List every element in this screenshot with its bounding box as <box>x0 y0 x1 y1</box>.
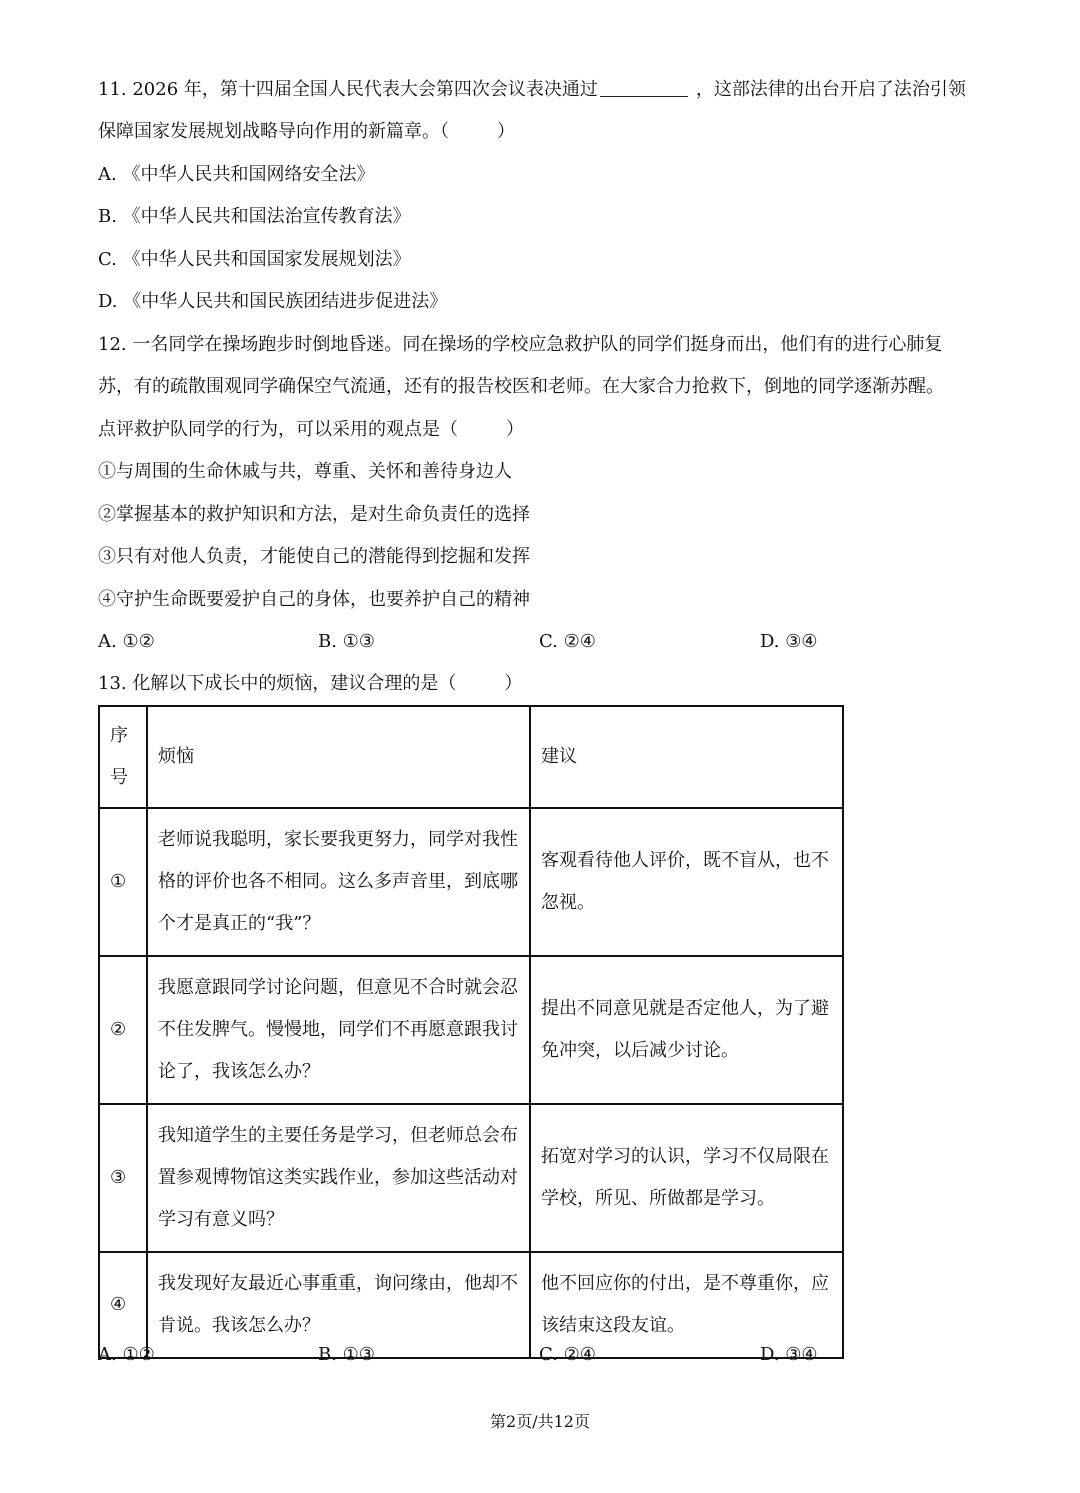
q12-statement-1: ①与周围的生命休戚与共，尊重、关怀和善待身边人 <box>98 461 512 482</box>
q11-option-a: A. 《中华人民共和国网络安全法》 <box>98 164 375 185</box>
q13-options <box>98 1343 998 1367</box>
row-trouble: 我愿意跟同学讨论问题，但意见不合时就会忍不住发脾气。慢慢地，同学们不再愿意跟我讨论了，我该怎么办？ <box>147 956 530 1104</box>
row-advice: 提出不同意见就是否定他人，为了避免冲突，以后减少讨论。 <box>530 956 843 1104</box>
q12-option-c: C. ②④ <box>539 631 596 652</box>
row-number: ④ <box>99 1252 147 1358</box>
q13-option-a: A. ①② <box>98 1344 155 1365</box>
row-trouble: 我知道学生的主要任务是学习，但老师总会布置参观博物馆这类实践作业，参加这些活动对学习有意义吗？ <box>147 1104 530 1252</box>
header-trouble: 烦恼 <box>147 706 530 808</box>
q11-option-b: B. 《中华人民共和国法治宣传教育法》 <box>98 206 411 227</box>
q13-option-d: D. ③④ <box>760 1344 818 1365</box>
q11-stem-line-2: 保障国家发展规划战略导向作用的新篇章。（ ） <box>98 121 515 142</box>
header-number: 序号 <box>99 706 147 808</box>
q12-statement-2: ②掌握基本的救护知识和方法，是对生命负责任的选择 <box>98 504 530 525</box>
q13-option-b: B. ①③ <box>318 1344 375 1365</box>
q11-stem-part-1: 11. 2026 年，第十四届全国人民代表大会第四次会议表决通过 <box>98 79 598 100</box>
q13-option-c: C. ②④ <box>539 1344 596 1365</box>
row-number: ③ <box>99 1104 147 1252</box>
q13-stem: 13. 化解以下成长中的烦恼，建议合理的是（ ） <box>98 673 523 694</box>
row-trouble: 老师说我聪明，家长要我更努力，同学对我性格的评价也各不相同。这么多声音里，到底哪个才是真正的“我”？ <box>147 808 530 956</box>
row-advice: 他不回应你的付出，是不尊重你，应该结束这段友谊。 <box>530 1252 843 1358</box>
q11-option-d: D. 《中华人民共和国民族团结进步促进法》 <box>98 291 448 312</box>
q12-option-d: D. ③④ <box>760 631 818 652</box>
page-number-footer: 第2页/共12页 <box>490 1412 590 1431</box>
q12-stem-line-1: 12. 一名同学在操场跑步时倒地昏迷。同在操场的学校应急救护队的同学们挺身而出，他们有的进行心肺复 <box>98 334 943 355</box>
table-row <box>99 956 843 1104</box>
row-number: ② <box>99 956 147 1104</box>
row-trouble: 我发现好友最近心事重重，询问缘由，他却不肯说。我该怎么办？ <box>147 1252 530 1358</box>
q12-statement-3: ③只有对他人负责，才能使自己的潜能得到挖掘和发挥 <box>98 546 530 567</box>
q12-option-a: A. ①② <box>98 631 155 652</box>
q12-option-b: B. ①③ <box>318 631 375 652</box>
q12-statement-4: ④守护生命既要爱护自己的身体，也要养护自己的精神 <box>98 589 530 610</box>
header-advice: 建议 <box>530 706 843 808</box>
table-header-row <box>99 706 843 808</box>
row-advice: 拓宽对学习的认识，学习不仅局限在学校，所见、所做都是学习。 <box>530 1104 843 1252</box>
q11-stem-line-1 <box>98 78 966 102</box>
row-advice: 客观看待他人评价，既不盲从，也不忽视。 <box>530 808 843 956</box>
q11-stem-part-2: ，这部法律的出台开启了法治引领 <box>695 79 966 100</box>
q13-table <box>98 705 844 1359</box>
q12-options <box>98 630 998 654</box>
q11-option-c: C. 《中华人民共和国国家发展规划法》 <box>98 249 411 270</box>
table-row <box>99 1104 843 1252</box>
row-number: ① <box>99 808 147 956</box>
q12-stem-line-2: 苏，有的疏散围观同学确保空气流通，还有的报告校医和老师。在大家合力抢救下，倒地的同学逐渐苏醒。 <box>98 376 944 397</box>
q12-stem-line-3: 点评救护队同学的行为，可以采用的观点是（ ） <box>98 419 524 440</box>
table-row <box>99 808 843 956</box>
q11-answer-blank <box>600 78 688 97</box>
